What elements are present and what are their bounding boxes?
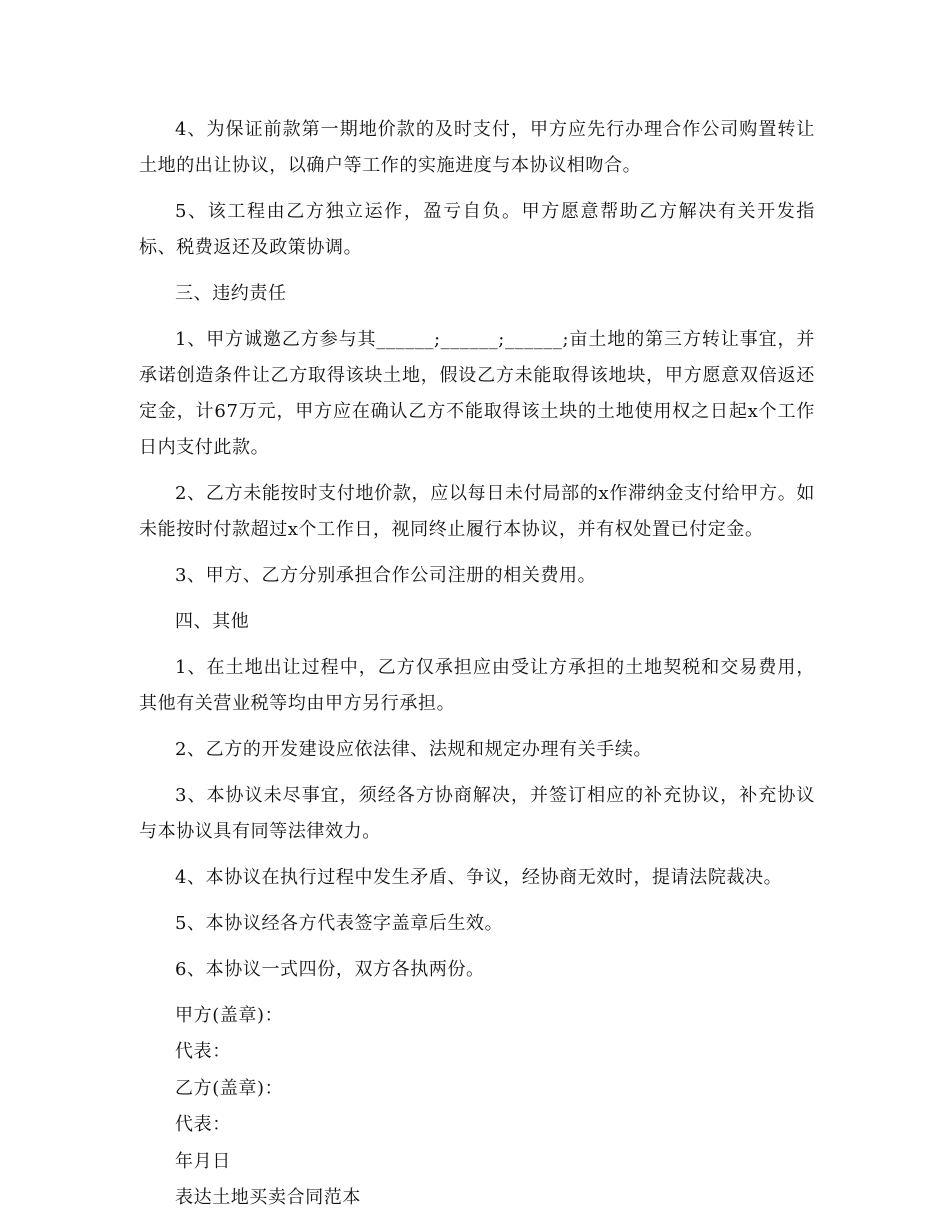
other-clause-2: 2、乙方的开发建设应依法律、法规和规定办理有关手续。 — [175, 739, 653, 760]
breach-clause-1: 1、甲方诚邀乙方参与其______;______;______;亩土地的第三方转让事宜，并承诺创造条件让乙方取得该块土地，假设乙方未能取得该地块，甲方愿意双倍返还定金，计67万元，甲方应在确认乙方不能取得该土块的土地使用权之日起x个工作日内支付此款。 — [139, 329, 815, 458]
party-b-representative: 代表： — [175, 1114, 231, 1136]
party-a-seal: 甲方(盖章)： — [175, 1005, 284, 1026]
other-clause-1: 1、在土地出让过程中，乙方仅承担应由受让方承担的土地契税和交易费用，其他有关营业税等均由甲方另行承担。 — [139, 657, 815, 714]
other-clause-5: 5、本协议经各方代表签字盖章后生效。 — [175, 913, 504, 934]
party-a-representative: 代表： — [175, 1041, 231, 1063]
breach-clause-2: 2、乙方未能按时支付地价款，应以每日未付局部的x作滞纳金支付给甲方。如未能按时付款超过x个工作日，视同终止履行本协议，并有权处置已付定金。 — [139, 483, 815, 540]
document-page — [139, 112, 815, 1216]
clause-5: 5、该工程由乙方独立运作，盈亏自负。甲方愿意帮助乙方解决有关开发指标、税费返还及政策协调。 — [139, 201, 815, 258]
breach-clause-3: 3、甲方、乙方分别承担合作公司注册的相关费用。 — [175, 565, 597, 586]
section-heading-breach: 三、违约责任 — [175, 283, 287, 304]
clause-4: 4、为保证前款第一期地价款的及时支付，甲方应先行办理合作公司购置转让土地的出让协议，以确户等工作的实施进度与本协议相吻合。 — [139, 119, 815, 176]
other-clause-6: 6、本协议一式四份，双方各执两份。 — [175, 959, 485, 980]
section-heading-other: 四、其他 — [175, 611, 250, 632]
other-clause-4: 4、本协议在执行过程中发生矛盾、争议，经协商无效时，提请法院裁决。 — [175, 867, 783, 888]
document-footer-title: 表达土地买卖合同范本 — [175, 1187, 361, 1209]
party-b-seal: 乙方(盖章)： — [175, 1077, 284, 1099]
signature-date: 年月日 — [175, 1150, 231, 1172]
other-clause-3: 3、本协议未尽事宜，须经各方协商解决，并签订相应的补充协议，补充协议与本协议具有同等法律效力。 — [139, 785, 815, 842]
